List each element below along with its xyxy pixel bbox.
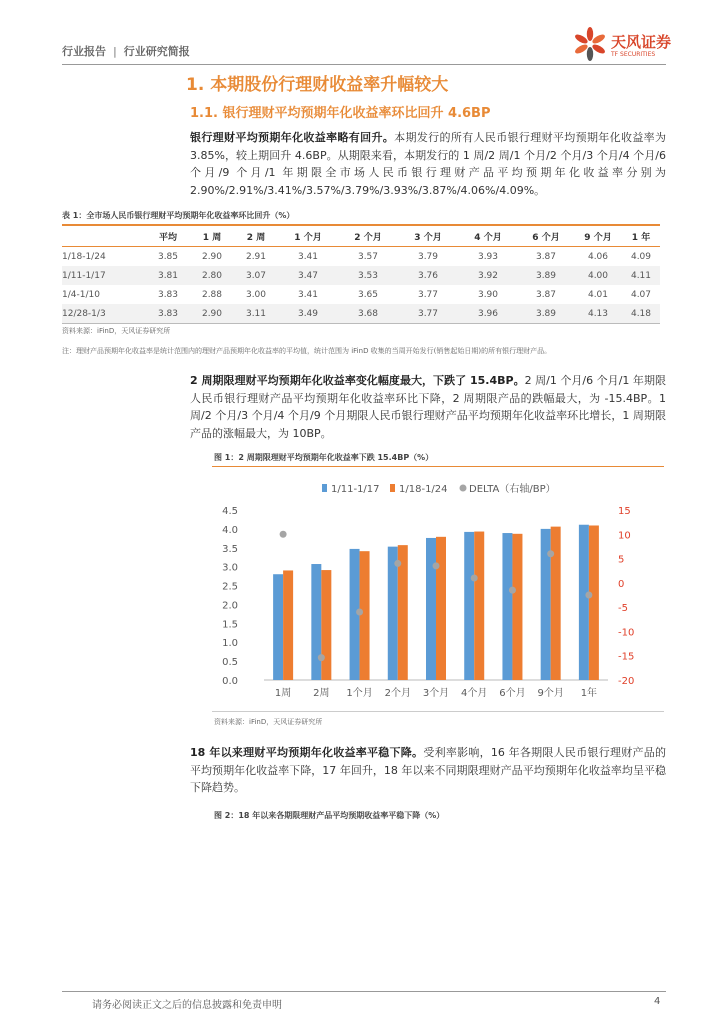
page-number: 4 — [654, 996, 661, 1007]
paragraph-body: 受利率影响，16 年各期限人民币银行理财产品的平均预期年化收益率下降，17 年回升，18 年以来不同期限理财产品平均预期年化收益率均呈平稳下降趋势。 — [190, 746, 667, 794]
table-cell: 1/11-1/17 — [62, 266, 146, 285]
table-cell: 3.87 — [535, 251, 557, 262]
table-cell: 2.80 — [190, 266, 234, 285]
table-header-cell: 1 个月 — [278, 225, 338, 247]
table-cell: 3.57 — [357, 251, 379, 262]
paragraph-lead: 2 周期限理财平均预期年化收益率变化幅度最大，下跌了 15.4BP。 — [190, 374, 525, 387]
table-cell: 4.07 — [630, 289, 652, 300]
logo-text-en: TF SECURITIES — [611, 51, 656, 58]
table-cell: 3.79 — [417, 251, 439, 262]
x-tick-label: 1年 — [580, 688, 598, 699]
table-cell: 4.01 — [587, 289, 609, 300]
bar-1-18-1-24 — [436, 537, 446, 680]
yield-table — [62, 224, 660, 324]
table-header-row — [62, 225, 660, 247]
y2-tick-label: 5 — [618, 554, 625, 566]
table-cell: 3.65 — [357, 289, 379, 300]
bar-1-18-1-24 — [360, 551, 370, 680]
figure-title: 图 1：2 周期限理财平均预期年化收益率下跌 15.4BP（%） — [214, 453, 434, 462]
table-cell: 3.92 — [458, 266, 518, 285]
table-header-cell: 2 个月 — [338, 225, 398, 247]
table-header-cell: 6 个月 — [518, 225, 574, 247]
footer-disclaimer: 请务必阅读正文之后的信息披露和免责申明 — [92, 1000, 282, 1011]
table-row — [62, 285, 660, 304]
table-cell: 3.47 — [278, 266, 338, 285]
legend-swatch — [460, 485, 467, 492]
table-header-cell: 1 周 — [190, 225, 234, 247]
paragraph-body: 本期发行的所有人民币银行理财平均预期年化收益率为 3.85%，较上期回升 4.6BP。从期限来看，本期发行的 1 周/2 周/1 个月/2 个月/3 个月/4 个月/6 个月/9 个月/1 年期限全市场人民币银行理财产品平均预期年化收益率分别为 2.90%/2.91%/3.41%/3.57%/3.79%/3.93%/3.87%/4.06%/4.09%。 — [190, 131, 667, 197]
table-cell: 3.83 — [146, 304, 190, 324]
table-header-cell: 3 个月 — [398, 225, 458, 247]
yield-bar-chart — [212, 470, 664, 710]
bar-1-11-1-17 — [311, 564, 321, 680]
y2-tick-label: 10 — [618, 530, 631, 542]
y-tick-label: 1.0 — [222, 638, 238, 650]
table-row — [62, 266, 660, 285]
table-header-cell: 平均 — [146, 225, 190, 247]
table-cell: 4.11 — [622, 266, 660, 285]
delta-point — [547, 550, 554, 557]
table-cell: 3.76 — [398, 266, 458, 285]
figure-bottom-rule — [212, 711, 664, 712]
y-tick-label: 1.5 — [222, 619, 238, 631]
paragraph-term-change — [190, 372, 666, 442]
x-tick-label: 9个月 — [537, 688, 564, 699]
table-title: 表 1：全市场人民币银行理财平均预期年化收益率环比回升（%） — [62, 211, 295, 220]
table-cell: 3.93 — [477, 251, 499, 262]
bar-1-11-1-17 — [502, 533, 512, 680]
table-cell: 3.90 — [477, 289, 499, 300]
table-cell: 4.00 — [574, 266, 622, 285]
table-header-cell: 1 年 — [622, 225, 660, 247]
paragraph-body: 2 周/1 个月/6 个月/1 年期限人民币银行理财产品平均预期年化收益率环比下降，2 周期限产品的跌幅最大，为 -15.4BP。1 周/2 个月/3 个月/4 个月/9 个月期限人民币银行理财产品平均预期年化收益率环比增长，1 周期限产品的涨幅最大，为 10BP。 — [190, 374, 666, 440]
delta-point — [471, 575, 478, 582]
y2-tick-label: 0 — [618, 578, 625, 590]
y-tick-label: 4.0 — [222, 524, 238, 536]
table-cell: 3.89 — [518, 304, 574, 324]
table-cell: 3.77 — [417, 289, 439, 300]
table-cell: 2.90 — [201, 251, 223, 262]
bar-1-18-1-24 — [474, 532, 484, 680]
table-note: 注：理财产品预期年化收益率是统计范围内的理财产品预期年化收益率的平均值，统计范围为 iFinD 收集的当周开始发行(销售起始日期)的所有银行理财产品。 — [62, 347, 552, 355]
table-cell: 4.06 — [587, 251, 609, 262]
table-cell: 3.96 — [458, 304, 518, 324]
y2-tick-label: -5 — [618, 603, 628, 615]
delta-point — [585, 592, 592, 599]
legend-swatch — [390, 484, 395, 492]
paragraph-trend — [190, 744, 666, 797]
y-tick-label: 3.5 — [222, 543, 238, 555]
y2-tick-label: -15 — [618, 651, 635, 663]
table-cell: 3.77 — [398, 304, 458, 324]
y-tick-label: 2.5 — [222, 581, 238, 593]
table-cell: 2.88 — [201, 289, 223, 300]
bar-1-18-1-24 — [551, 527, 561, 680]
table-header-cell: 2 周 — [234, 225, 278, 247]
paragraph-yield-summary — [190, 129, 666, 199]
subsection-heading: 1.1. 银行理财平均预期年化收益率环比回升 4.6BP — [190, 106, 491, 121]
x-tick-label: 2个月 — [384, 688, 411, 699]
table-header-cell: 9 个月 — [574, 225, 622, 247]
y-tick-label: 0.0 — [222, 676, 238, 687]
logo-text-cn: 天风证券 — [611, 33, 672, 51]
table-cell: 3.11 — [234, 304, 278, 324]
report-category: 行业报告 — [62, 45, 106, 58]
legend-label: 1/11-1/17 — [331, 484, 380, 495]
table-row — [62, 304, 660, 324]
table-cell: 2.90 — [190, 304, 234, 324]
bar-1-11-1-17 — [579, 525, 589, 680]
table-cell: 2.91 — [245, 251, 267, 262]
y-tick-label: 2.0 — [222, 600, 238, 612]
footer-divider — [62, 991, 666, 992]
table-cell: 1/4-1/10 — [62, 289, 100, 300]
y2-tick-label: -20 — [618, 676, 635, 687]
section-heading: 1. 本期股份行理财收益率升幅较大 — [186, 75, 449, 95]
x-tick-label: 2周 — [313, 688, 330, 699]
figure-source: 资料来源：iFinD，天风证券研究所 — [214, 718, 323, 726]
table-cell: 3.49 — [278, 304, 338, 324]
table-header-cell — [62, 225, 146, 247]
delta-point — [356, 609, 363, 616]
report-header — [62, 43, 190, 59]
bar-1-18-1-24 — [512, 534, 522, 680]
bar-1-18-1-24 — [321, 570, 331, 680]
x-tick-label: 3个月 — [422, 688, 450, 699]
table-cell: 12/28-1/3 — [62, 304, 146, 324]
bar-1-11-1-17 — [388, 547, 398, 680]
table-cell: 3.41 — [297, 289, 319, 300]
delta-point — [280, 531, 287, 538]
table-cell: 3.89 — [518, 266, 574, 285]
x-tick-label: 1周 — [274, 688, 292, 699]
table-cell: 3.68 — [338, 304, 398, 324]
bar-1-11-1-17 — [426, 538, 436, 680]
table-cell: 3.81 — [146, 266, 190, 285]
x-tick-label: 1个月 — [346, 688, 373, 699]
header-separator: | — [112, 45, 117, 58]
table-cell: 3.00 — [245, 289, 267, 300]
table-cell: 3.41 — [297, 251, 319, 262]
figure-title: 图 2：18 年以来各期限理财产品平均预期收益率平稳下降（%） — [214, 811, 445, 820]
y-tick-label: 0.5 — [222, 657, 238, 669]
table-cell: 3.53 — [338, 266, 398, 285]
delta-point — [394, 560, 401, 567]
bar-1-11-1-17 — [464, 532, 474, 680]
legend-swatch — [322, 484, 327, 492]
y-tick-label: 4.5 — [222, 506, 238, 517]
paragraph-lead: 银行理财平均预期年化收益率略有回升。 — [190, 131, 395, 144]
table-source: 资料来源：iFinD，天风证券研究所 — [62, 327, 171, 335]
table-cell: 4.09 — [630, 251, 652, 262]
x-tick-label: 4个月 — [461, 688, 488, 699]
legend-label: 1/18-1/24 — [399, 484, 448, 495]
x-tick-label: 6个月 — [499, 688, 526, 699]
delta-point — [318, 654, 325, 661]
table-cell: 1/18-1/24 — [62, 251, 106, 262]
paragraph-lead: 18 年以来理财平均预期年化收益率平稳下降。 — [190, 746, 424, 759]
bar-1-11-1-17 — [273, 574, 283, 680]
delta-point — [509, 587, 516, 594]
table-row — [62, 247, 660, 267]
table-cell: 3.83 — [157, 289, 179, 300]
y-tick-label: 3.0 — [222, 562, 238, 574]
table-cell: 3.85 — [157, 251, 179, 262]
table-cell: 4.18 — [622, 304, 660, 324]
y2-tick-label: -10 — [618, 627, 635, 639]
table-cell: 3.07 — [234, 266, 278, 285]
delta-point — [433, 562, 440, 569]
table-cell: 3.87 — [535, 289, 557, 300]
legend-label: DELTA（右轴/BP） — [469, 484, 556, 495]
report-subcategory: 行业研究简报 — [123, 45, 190, 58]
header-divider — [62, 64, 666, 65]
table-cell: 4.13 — [574, 304, 622, 324]
y2-tick-label: 15 — [618, 506, 631, 517]
figure-top-rule — [212, 466, 664, 467]
bar-1-18-1-24 — [283, 570, 293, 680]
bar-1-18-1-24 — [589, 525, 599, 680]
table-header-cell: 4 个月 — [458, 225, 518, 247]
